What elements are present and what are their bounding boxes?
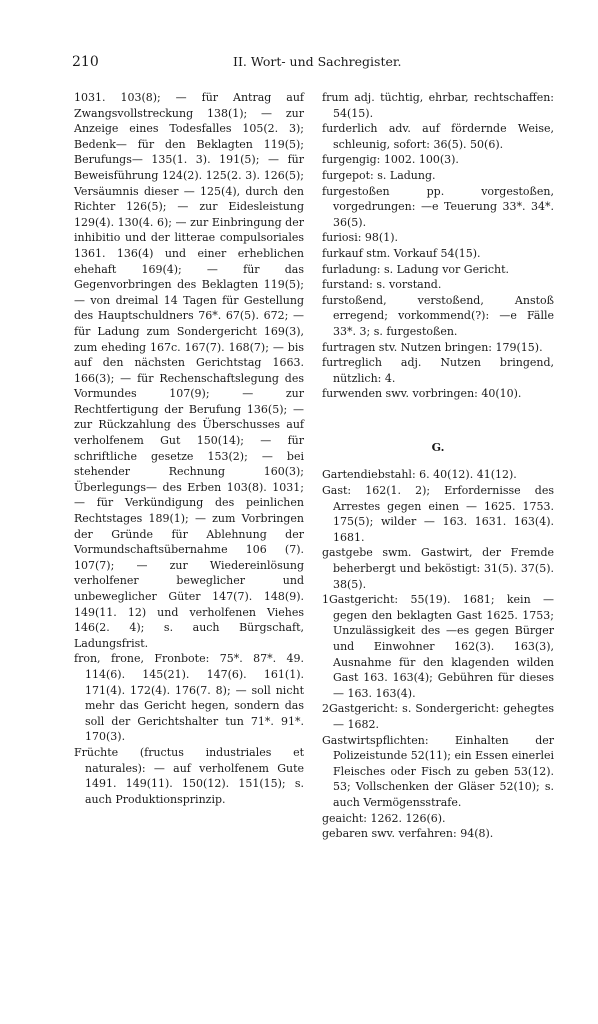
index-entry: Gartendiebstahl: 6. 40(12). 41(12). xyxy=(322,468,517,482)
index-entry: furstand: s. vorstand. xyxy=(322,278,442,292)
index-entry: furkauf stm. Vorkauf 54(15). xyxy=(322,246,481,260)
index-entry: 2Gastgericht: s. Sondergericht: gehegtes — 1682. xyxy=(322,702,554,731)
index-entry: gastgebe swm. Gastwirt, der Fremde beherbergt und beköstigt: 31(5). 37(5). 38(5). xyxy=(322,546,554,591)
index-entry: furgestoßen pp. vorgestoßen, vorgedrungen: —e Teuerung 33*. 34*. 36(5). xyxy=(322,184,554,229)
index-entry: furgengig: 1002. 100(3). xyxy=(322,153,459,167)
index-entry: furderlich adv. auf fördernde Weise, schleunig, sofort: 36(5). 50(6). xyxy=(322,122,554,151)
right-column xyxy=(322,90,554,842)
index-entry: gebaren swv. verfahren: 94(8). xyxy=(322,827,494,841)
index-entry: furwenden swv. vorbringen: 40(10). xyxy=(322,387,522,401)
index-entry: Gast: 162(1. 2); Erfordernisse des Arrestes gegen einen — 1625. 1753. 175(5); wilder — 163. 1631. 163(4). 1681. xyxy=(322,484,554,544)
index-entry: furgepot: s. Ladung. xyxy=(322,168,436,182)
index-entry: Früchte (fructus industriales et naturales): — auf verholfenem Gute 1491. 149(11). 150(12). 151(15); s. auch Produktionsprinzip. xyxy=(74,745,304,806)
index-entry: furiosi: 98(1). xyxy=(322,231,398,245)
section-letter: G. xyxy=(431,440,445,454)
index-entry: 1031. 103(8); — für Antrag auf Zwangsvollstreckung 138(1); — zur Anzeige eines Todesfalles 105(2. 3); Bedenk— für den Beklagten 119(5); Berufungs— 135(1. 3). 191(5); — für Beweisführung 124(2). 125(2. 3). 126(5); Versäumnis dieser — 125(4), durch den Richter 126(5); — zur Eidesleistung 129(4). 130(4. 6); — zur Einbringung der inhibitio und der litterae compulsoriales 1361. 136(4) und einer erheblichen ehehaft 169(4); — für das Gegenvorbringen des Beklagten 119(5); — von dreimal 14 Tagen für Gestellung des Hauptschuldners 76*. 67(5). 672; — für Ladung zum Sondergericht 169(3), zum eheding 167c. 167(7). 168(7); — bis auf den nächsten Gerichtstag 1663. 166(3); — für Rechenschaftslegung des Vormundes 107(9); — zur Rechtfertigung der Berufung 136(5); — zur Rückzahlung des Überschusses auf verholfenem Gut 150(14); — für schriftliche gesetze 153(2); — bei stehender Rechnung 160(3); Überlegungs— des Erben 103(8). 1031; — für Verkündigung des peinlichen Rechtstages 189(1); — zum Vorbringen der Gründe für Ablehnung der Vormundschaftsübernahme 106 (7). 107(7); — zur Wiedereinlösung verholfener beweglicher und unbeweglicher Güter 147(7). 148(9). 149(11. 12) und verholfenen Viehes 146(2. 4); s. auch Bürgschaft, Ladungsfrist. xyxy=(74,91,304,650)
index-entry: geaicht: 1262. 126(6). xyxy=(322,811,446,825)
index-entry: frum adj. tüchtig, ehrbar, rechtschaffen: 54(15). xyxy=(322,91,554,120)
index-entry: fron, frone, Fronbote: 75*. 87*. 49. 114(6). 145(21). 147(6). 161(1). 171(4). 172(4). 176(7. 8); — soll nicht mehr das Gericht hegen, sondern das soll der Gerichtshalter tun 71*. 91*. 170(3). xyxy=(74,652,304,744)
index-entry: 1Gastgericht: 55(19). 1681; kein — gegen den beklagten Gast 1625. 1753; Unzulässigkeit des —es gegen Bürger und Einwohner 162(3). 163(3), Ausnahme für den klagenden wilden Gast 163. 163(4); Gebühren für dieses — 163. 163(4). xyxy=(322,593,554,700)
left-column xyxy=(74,90,304,807)
index-entry: furladung: s. Ladung vor Gericht. xyxy=(322,262,510,276)
page-number: 210 xyxy=(72,54,99,70)
index-entry: Gastwirtspflichten: Einhalten der Polizeistunde 52(11); ein Essen einerlei Fleisches oder Fisch zu geben 53(12). 53; Vollschenken der Gläser 52(10); s. auch Vermögensstrafe. xyxy=(322,733,554,809)
index-entry: furtragen stv. Nutzen bringen: 179(15). xyxy=(322,340,543,354)
index-entry: furtreglich adj. Nutzen bringend, nützlich: 4. xyxy=(322,356,554,385)
running-head: II. Wort- und Sachregister. xyxy=(233,54,402,69)
index-entry: furstoßend, verstoßend, Anstoß erregend; vorkommend(?): —e Fälle 33*. 3; s. furgestoßen. xyxy=(322,293,554,338)
